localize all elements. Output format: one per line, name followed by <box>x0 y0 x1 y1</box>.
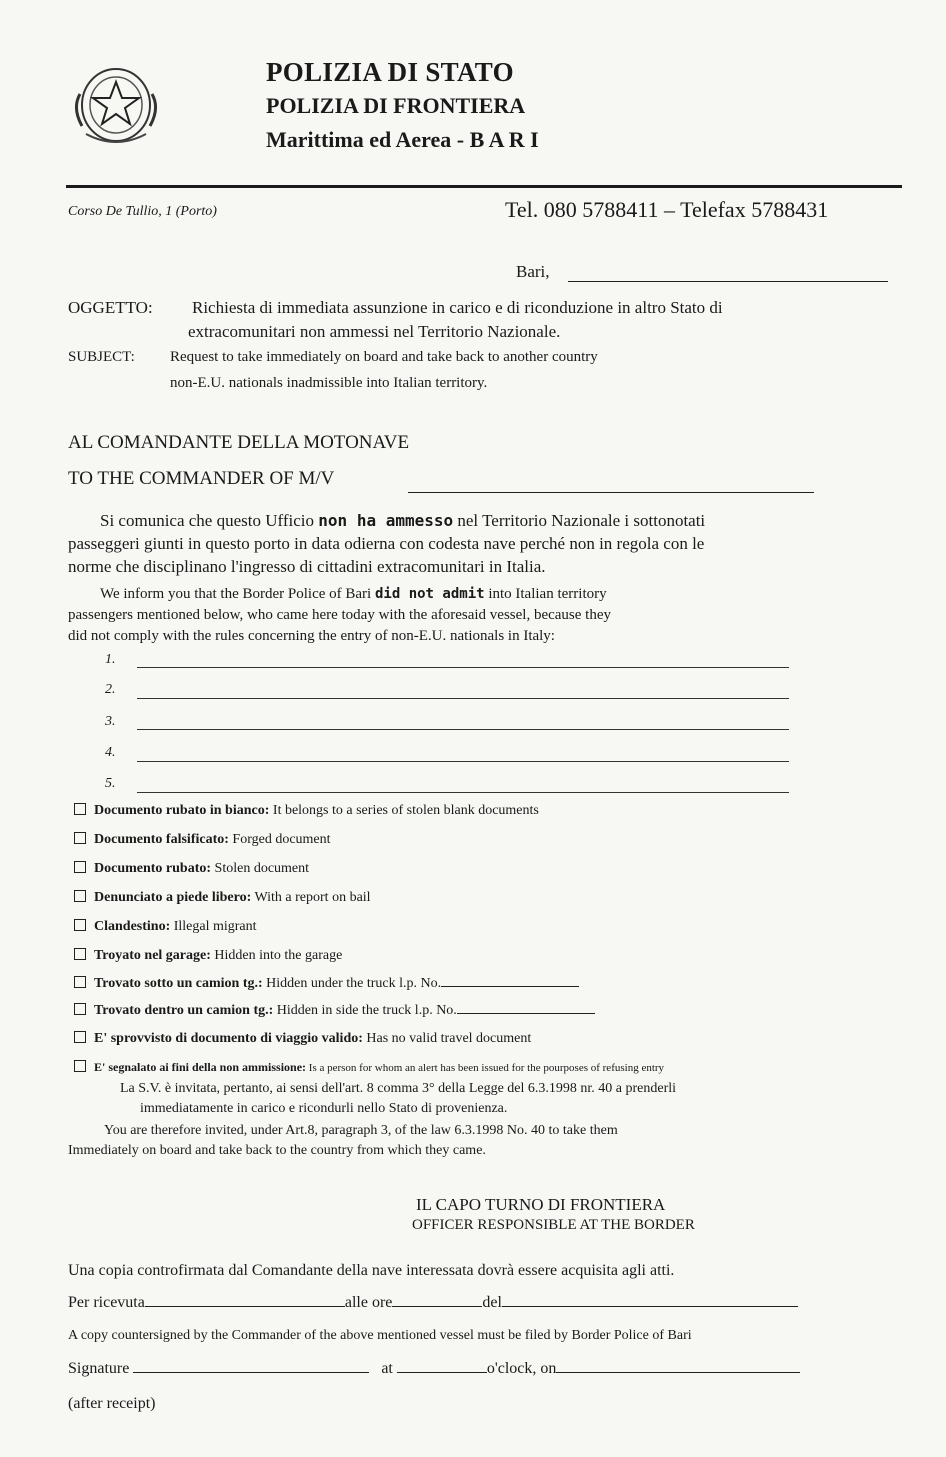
checkbox-label-en: It belongs to a series of stolen blank documents <box>269 803 539 818</box>
agency-unit: Marittima ed Aerea - B A R I <box>266 127 539 152</box>
checkbox-label-it: Trovato sotto un camion tg.: <box>94 976 263 991</box>
passenger-field-1[interactable] <box>137 667 789 668</box>
receipt-signature-field[interactable] <box>145 1306 345 1307</box>
checkbox-no-travel-document[interactable] <box>74 1031 531 1047</box>
body-en-line1-post: into Italian territory <box>484 586 607 602</box>
body-en-line3: did not comply with the rules concerning the entry of non-E.U. nationals in Italy: <box>68 628 555 644</box>
checkbox-label-it: Denunciato a piede libero: <box>94 890 252 905</box>
body-en-line2: passengers mentioned below, who came here today with the aforesaid vessel, because they <box>68 607 612 623</box>
checkbox-under-truck[interactable] <box>74 976 579 992</box>
body-en-not-admitted: did not admit <box>374 586 485 602</box>
place-label: Bari, <box>516 262 550 281</box>
checkbox-alert-issued[interactable] <box>74 1059 664 1076</box>
passenger-number-3: 3. <box>105 714 116 729</box>
date-field-en[interactable] <box>556 1372 800 1373</box>
subject-en-line2: non-E.U. nationals inadmissible into Italian territory. <box>170 375 488 391</box>
checkbox-label-en: Forged document <box>228 832 331 847</box>
addressee-it: AL COMANDANTE DELLA MOTONAVE <box>68 432 410 453</box>
invitation-it-line2: immediatamente in carico e ricondurli nello Stato di provenienza. <box>140 1101 508 1116</box>
after-receipt-note: (after receipt) <box>68 1395 156 1412</box>
signature-label: Signature <box>68 1360 130 1377</box>
checkbox-forged[interactable] <box>74 832 331 848</box>
passenger-number-5: 5. <box>105 776 116 791</box>
checkbox-box[interactable] <box>74 948 86 960</box>
invitation-it-line1: La S.V. è invitata, pertanto, ai sensi dell'art. 8 comma 3° della Legge del 6.3.1998 nr. 40 a prenderli <box>120 1081 677 1096</box>
checkbox-box[interactable] <box>74 919 86 931</box>
checkbox-garage[interactable] <box>74 948 342 964</box>
subject-it-line2: extracomunitari non ammessi nel Territorio Nazionale. <box>188 322 561 341</box>
body-en-line1-pre: We inform you that the Border Police of Bari <box>100 586 375 602</box>
passenger-field-4[interactable] <box>137 761 789 762</box>
addressee-en: TO THE COMMANDER OF M/V <box>68 468 335 489</box>
header-rule <box>66 185 902 188</box>
receipt-time-label: alle ore <box>344 1294 393 1311</box>
checkbox-label-en: Hidden in side the truck l.p. No. <box>273 1003 457 1018</box>
checkbox-box[interactable] <box>74 832 86 844</box>
invitation-en-line1: You are therefore invited, under Art.8, paragraph 3, of the law 6.3.1998 No. 40 to take them <box>104 1123 618 1138</box>
receipt-time-field[interactable] <box>392 1306 482 1307</box>
checkbox-box[interactable] <box>74 803 86 815</box>
body-it-line3: norme che disciplinano l'ingresso di cittadini extracomunitari in Italia. <box>68 557 546 576</box>
body-it-line1-pre: Si comunica che questo Ufficio <box>100 511 319 530</box>
receipt-row-en <box>68 1360 800 1378</box>
checkbox-box[interactable] <box>74 890 86 902</box>
checkbox-label-it: Documento rubato in bianco: <box>94 803 270 818</box>
passenger-field-3[interactable] <box>137 729 789 730</box>
subject-en-label: SUBJECT: <box>68 349 135 365</box>
receipt-date-label: del <box>482 1294 502 1311</box>
body-it-line2: passeggeri giunti in questo porto in data odierna con codesta nave perché non in regola con le <box>68 534 705 553</box>
passenger-number-4: 4. <box>105 745 116 760</box>
plate-field-inside-truck[interactable] <box>457 1013 595 1014</box>
passenger-field-5[interactable] <box>137 792 789 793</box>
checkbox-label-it: E' sprovvisto di documento di viaggio valido: <box>94 1031 363 1046</box>
checkbox-stolen-blank[interactable] <box>74 803 539 819</box>
checkbox-label-en: Hidden under the truck l.p. No. <box>262 976 442 991</box>
body-it-line1-post: nel Territorio Nazionale i sottonotati <box>453 511 706 530</box>
office-telephone: Tel. 080 5788411 – Telefax 5788431 <box>505 197 829 222</box>
checkbox-label-it: Troyato nel garage: <box>94 948 211 963</box>
subject-it-line1: Richiesta di immediata assunzione in carico e di riconduzione in altro Stato di <box>192 298 723 317</box>
body-it-line1 <box>100 510 705 532</box>
receipt-label: Per ricevuta <box>68 1294 145 1311</box>
subject-en-line1: Request to take immediately on board and take back to another country <box>170 349 598 365</box>
receipt-date-field[interactable] <box>502 1306 798 1307</box>
time-field[interactable] <box>397 1372 487 1373</box>
passenger-number-2: 2. <box>105 682 116 697</box>
checkbox-label-it: Documento rubato: <box>94 861 212 876</box>
agency-subtitle: POLIZIA DI FRONTIERA <box>266 93 526 118</box>
checkbox-stolen[interactable] <box>74 861 309 877</box>
checkbox-label-en: Hidden into the garage <box>210 948 343 963</box>
subject-it-label: OGGETTO: <box>68 298 153 317</box>
checkbox-label-en: Stolen document <box>211 861 310 876</box>
signatory-it: IL CAPO TURNO DI FRONTIERA <box>416 1195 666 1214</box>
body-en-line1 <box>100 584 607 604</box>
vessel-name-field[interactable] <box>408 474 814 493</box>
office-address: Corso De Tullio, 1 (Porto) <box>68 204 217 219</box>
passenger-number-1: 1. <box>105 652 116 667</box>
checkbox-box[interactable] <box>74 976 86 988</box>
signature-field[interactable] <box>133 1372 369 1373</box>
checkbox-label-it: Clandestino: <box>94 919 171 934</box>
passenger-field-2[interactable] <box>137 698 789 699</box>
checkbox-label-it: E' segnalato ai fini della non ammissione: <box>94 1060 307 1074</box>
copy-note-en: A copy countersigned by the Commander of the above mentioned vessel must be filed by Border Police of Bari <box>68 1328 692 1343</box>
copy-note-it: Una copia controfirmata dal Comandante della nave interessata dovrà essere acquisita agli atti. <box>68 1262 675 1279</box>
checkbox-box[interactable] <box>74 1060 86 1072</box>
checkbox-box[interactable] <box>74 1003 86 1015</box>
checkbox-label-en: Is a person for whom an alert has been issued for the pourposes of refusing entry <box>306 1062 665 1074</box>
body-it-not-admitted: non ha ammesso <box>318 511 454 530</box>
police-emblem-icon <box>66 64 166 146</box>
checkbox-illegal-migrant[interactable] <box>74 919 257 935</box>
date-label: o'clock, on <box>486 1360 557 1377</box>
agency-title: POLIZIA DI STATO <box>266 57 514 87</box>
signatory-en: OFFICER RESPONSIBLE AT THE BORDER <box>412 1217 695 1233</box>
plate-field-under-truck[interactable] <box>441 986 579 987</box>
invitation-en-line2: Immediately on board and take back to the country from which they came. <box>68 1143 486 1158</box>
checkbox-box[interactable] <box>74 1031 86 1043</box>
checkbox-label-it: Trovato dentro un camion tg.: <box>94 1003 274 1018</box>
checkbox-label-it: Documento falsificato: <box>94 832 229 847</box>
checkbox-inside-truck[interactable] <box>74 1003 595 1019</box>
checkbox-box[interactable] <box>74 861 86 873</box>
checkbox-label-en: Illegal migrant <box>170 919 257 934</box>
checkbox-label-en: With a report on bail <box>251 890 371 905</box>
time-label: at <box>381 1360 393 1377</box>
checkbox-label-en: Has no valid travel document <box>362 1031 532 1046</box>
date-field[interactable] <box>568 263 888 282</box>
checkbox-bail[interactable] <box>74 890 371 906</box>
receipt-row-it <box>68 1294 798 1312</box>
